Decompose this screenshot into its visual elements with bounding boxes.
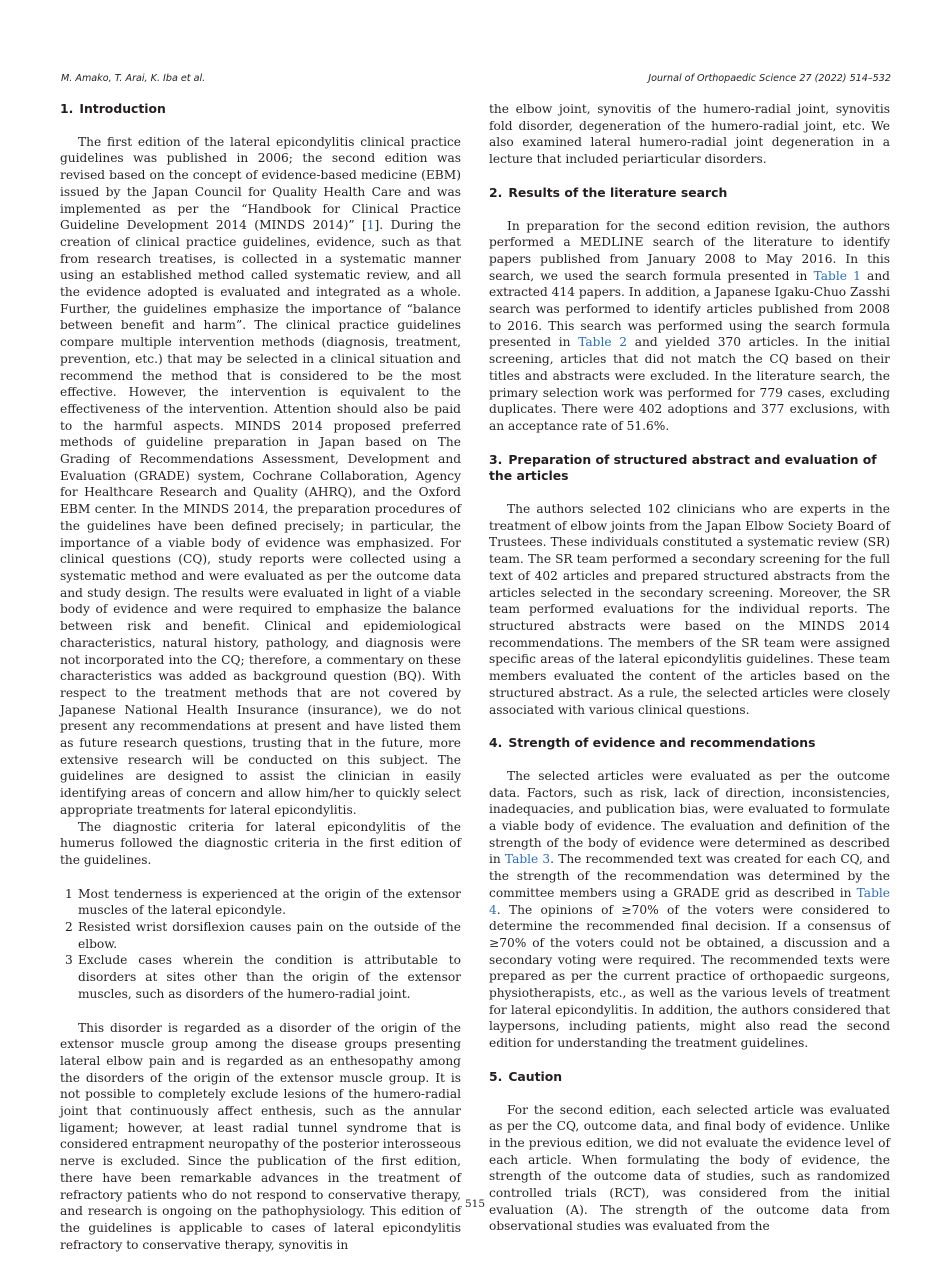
list-marker: 2 [65,920,73,935]
list-item-text: Resisted wrist dorsiflexion causes pain on the outside of the elbow. [78,920,461,951]
left-column [60,101,461,1253]
section-number: 3. [489,451,503,467]
right-column [489,101,890,1235]
intro-paragraph-3: This disorder is regarded as a disorder of the origin of the extensor muscle group among the disease groups presenting lateral elbow pain and is regarded as an enthesopathy among the disorders of the origin of the extensor muscle group. It is not possible to completely exclude lesions of the humero-radial joint that continuously affect enthesis, such as the annular ligament; however, at least radial tunnel syndrome that is considered entrapment neuropathy of the posterior interosseous nerve is excluded. Since the publication of the first edition, there have been remarkable advances in the treatment of refractory patients who do not respond to conservative therapy, and research is ongoing on the pathophysiology. This edition of the guidelines is applicable to cases of lateral epicondylitis refractory to conservative therapy, synovitis in [60,1020,461,1252]
section-heading-strength [489,735,890,752]
intro-paragraph-2: The diagnostic criteria for lateral epicondylitis of the humerus followed the diagnostic criteria in the first edition of the guidelines. [60,819,461,867]
text-run: The selected articles were evaluated as per the outcome data. Factors, such as risk, lack of direction, inconsistencies, inadequacies, and publication bias, were evaluated to formulate a viable body of evidence. The evaluation and definition of the strength of the body of evidence were determined as described in [489,768,890,867]
section-title: Strength of evidence and recommendations [508,735,816,751]
section-number: 5. [489,1068,503,1084]
list-item-text: Exclude cases wherein the condition is attributable to disorders at sites other than the origin of the extensor muscles, such as disorders of the humero-radial joint. [78,953,461,1001]
list-item [60,952,461,1002]
page-number: 515 [464,1198,486,1210]
section-number: 2. [489,184,503,200]
text-run: . The recommended text was created for each CQ, and the strength of the recommendation was determined by the committee members using a GRADE grid as described in [489,852,890,900]
section-heading-results [489,185,890,202]
text-run: ]. During the creation of clinical practice guidelines, evidence, such as that from research treatises, is collected in a systematic manner using an established method called systematic review, and all the evidence adopted is evaluated and integrated as a whole. Further, the guidelines emphasize the importance of “balance between benefit and harm”. The clinical practice guidelines compare multiple intervention methods (diagnosis, treatment, prevention, etc.) that may be selected in a clinical situation and recommend the method that is considered to be the most effective. However, the intervention is equivalent to the effectiveness of the intervention. Attention should also be paid to the harmful aspects. MINDS 2014 proposed preferred methods of guideline preparation in Japan based on The Grading of Recommendations Assessment, Development and Evaluation (GRADE) system, Cochrane Collaboration, Agency for Healthcare Research and Quality (AHRQ), and the Oxford EBM center. In the MINDS 2014, the preparation procedures of the guidelines have been defined precisely; in particular, the importance of a viable body of evidence was emphasized. For clinical questions (CQ), study reports were collected using a systematic method and were evaluated as per the outcome data and study design. The results were evaluated in light of a viable body of evidence and were required to emphasize the balance between risk and benefit. Clinical and epidemiological characteristics, natural history, pathology, and diagnosis were not incorporated into the CQ; therefore, a commentary on these characteristics was added as background question (BQ). With respect to the treatment methods that are not covered by Japanese National Health Insurance (insurance), we do not present any recommendations at present and have listed them as future research questions, trusting that in the future, more extensive research will be conducted on this subject. The guidelines are designed to assist the clinician in easily identifying areas of concern and allow him/her to quickly select appropriate treatments for lateral epicondylitis. [60,218,461,817]
diagnostic-criteria-list [60,886,461,1003]
section-heading-introduction [60,101,461,118]
citation-link[interactable]: 1 [366,218,375,233]
section-number: 4. [489,735,503,751]
running-head-authors: M. Amako, T. Arai, K. Iba et al. [61,73,206,84]
text-run: In preparation for the second edition revision, the authors performed a MEDLINE search of the literature to identify papers published from January 2008 to May 2016. In this search, we used the search formula presented in [489,218,890,283]
text-run: and extracted 414 papers. In addition, a Japanese Igaku-Chuo Zasshi search was performed to identify articles published from 2008 to 2016. This search was performed using the search formula presented in [489,268,890,350]
table-1-link[interactable]: Table 1 [813,268,861,283]
table-2-link[interactable]: Table 2 [578,335,628,350]
strength-paragraph [489,768,890,1052]
section-title: Caution [508,1068,563,1084]
caution-paragraph: For the second edition, each selected article was evaluated as per the CQ, outcome data, and final body of evidence. Unlike in the previous edition, we did not evaluate the evidence level of each article. When formulating the body of evidence, the strength of the outcome data of studies, such as randomized controlled trials (RCT), was considered from the initial evaluation (A). The strength of the outcome data from observational studies was evaluated from the [489,1102,890,1234]
text-run: and yielded 370 articles. In the initial screening, articles that did not match the CQ based on their titles and abstracts were excluded. In the literature search, the primary selection work was performed for 779 cases, excluding duplicates. There were 402 adoptions and 377 exclusions, with an acceptance rate of 51.6%. [489,335,890,433]
structured-abstract-paragraph: The authors selected 102 clinicians who are experts in the treatment of elbow joints from the Japan Elbow Society Board of Trustees. These individuals constituted a systematic review (SR) team. The SR team performed a secondary screening for the full text of 402 articles and prepared structured abstracts from the articles selected in the secondary screening. Moreover, the SR team performed evaluations for the individual reports. The structured abstracts were based on the MINDS 2014 recommendations. The members of the SR team were assigned specific areas of the lateral epicondylitis guidelines. These team members evaluated the content of the articles based on the structured abstract. As a rule, the selected articles were closely associated with various clinical questions. [489,502,890,717]
list-item-text: Most tenderness is experienced at the origin of the extensor muscles of the lateral epicondyle. [78,886,461,918]
list-marker: 3 [65,953,73,968]
running-header [61,73,891,87]
list-marker: 1 [65,886,73,901]
results-paragraph [489,218,890,435]
list-item [60,886,461,919]
table-4-link[interactable]: Table 4 [489,885,890,917]
text-run: The first edition of the lateral epicondylitis clinical practice guidelines was published in 2006; the second edition was revised based on the concept of evidence-based medicine (EBM) issued by the Japan Council for Quality Health Care and was implemented as per the “Handbook for Clinical Practice Guideline Development 2014 (MINDS 2014)” [ [60,134,461,233]
text-run: . The opinions of ≥70% of the voters were considered to determine the recommended final decision. If a consensus of ≥70% of the voters could not be obtained, a discussion and a secondary voting were required. The recommended texts were prepared as per the current practice of orthopaedic surgeons, physiotherapists, etc., as well as the various levels of treatment for lateral epicondylitis. In addition, the authors considered that laypersons, including patients, might also read the second edition for understanding the treatment guidelines. [489,902,890,1051]
section-heading-structured-abstract [489,452,890,485]
section-heading-caution [489,1069,890,1086]
table-3-link[interactable]: Table 3 [504,852,551,867]
section-number: 1. [60,101,74,116]
list-item [60,919,461,952]
section-title: Introduction [79,101,166,116]
running-head-journal: Journal of Orthopaedic Science 27 (2022) 514–532 [648,73,891,84]
section-title: Results of the literature search [508,184,728,200]
intro-paragraph-1 [60,134,461,819]
intro-paragraph-3-continued: the elbow joint, synovitis of the humero-radial joint, synovitis fold disorder, degeneration of the humero-radial joint, etc. We also examined lateral humero-radial joint degeneration in a lecture that included periarticular disorders. [489,102,890,167]
section-title: Preparation of structured abstract and evaluation of the articles [489,451,877,484]
